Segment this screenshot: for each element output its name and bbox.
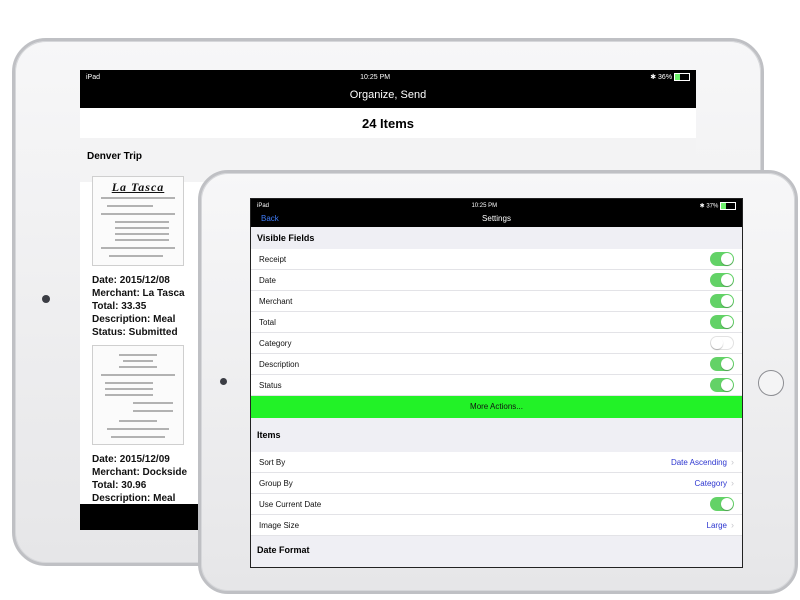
more-actions-button[interactable]: More Actions... xyxy=(251,396,742,418)
front-battery: ✱ 37% xyxy=(700,202,736,210)
front-status-bar xyxy=(251,199,742,213)
use-current-date-toggle[interactable] xyxy=(710,497,734,511)
front-ipad-camera xyxy=(220,378,227,385)
row-merchant xyxy=(251,291,742,312)
status-toggle[interactable] xyxy=(710,378,734,392)
row-date xyxy=(251,270,742,291)
receipt-image[interactable] xyxy=(92,345,184,445)
row-group-by[interactable] xyxy=(251,473,742,494)
back-ipad-camera xyxy=(42,295,50,303)
back-status-bar xyxy=(80,70,696,84)
description-toggle[interactable] xyxy=(710,357,734,371)
row-use-current-date xyxy=(251,494,742,515)
row-label: Status xyxy=(259,380,282,390)
row-label: Date xyxy=(259,275,276,285)
date-format-header: Date Format xyxy=(257,545,310,555)
bluetooth-icon: ✱ xyxy=(650,73,657,81)
settings-list xyxy=(251,227,742,567)
image-size-value: Large xyxy=(706,520,727,530)
receipt-card[interactable] xyxy=(80,176,210,339)
chevron-right-icon: › xyxy=(731,520,734,530)
row-label: Group By xyxy=(259,478,293,488)
row-total xyxy=(251,312,742,333)
row-label: Use Current Date xyxy=(259,499,322,509)
row-label: Merchant xyxy=(259,296,293,306)
battery-icon xyxy=(674,73,690,81)
group-by-value: Category xyxy=(694,478,727,488)
home-button[interactable] xyxy=(758,370,784,396)
merchant-toggle[interactable] xyxy=(710,294,734,308)
row-label: Description xyxy=(259,359,300,369)
receipt-merchant: Merchant: La Tasca xyxy=(92,288,185,299)
front-nav-bar xyxy=(251,213,742,227)
receipt-toggle[interactable] xyxy=(710,252,734,266)
receipt-list[interactable] xyxy=(80,172,210,505)
receipt-image-title: La Tasca xyxy=(111,180,165,194)
row-image-size[interactable] xyxy=(251,515,742,536)
row-category xyxy=(251,333,742,354)
front-carrier: iPad xyxy=(257,203,270,209)
bluetooth-icon: ✱ xyxy=(699,203,705,210)
visible-fields-header: Visible Fields xyxy=(257,233,315,243)
row-label: Receipt xyxy=(259,254,287,264)
receipt-total: Total: 30.96 xyxy=(92,480,147,491)
receipt-details xyxy=(80,274,210,339)
chevron-right-icon: › xyxy=(731,478,734,488)
receipt-card[interactable] xyxy=(80,345,210,505)
receipt-date: Date: 2015/12/09 xyxy=(92,454,170,465)
row-label: Category xyxy=(259,338,292,348)
receipt-description: Description: Meal xyxy=(92,493,176,504)
receipt-description: Description: Meal xyxy=(92,314,176,325)
date-toggle[interactable] xyxy=(710,273,734,287)
row-label: Sort By xyxy=(259,457,286,467)
total-toggle[interactable] xyxy=(710,315,734,329)
back-time: 10:25 PM xyxy=(360,73,391,81)
category-toggle[interactable] xyxy=(710,336,734,350)
receipt-merchant: Merchant: Dockside xyxy=(92,467,188,478)
back-button[interactable]: Back xyxy=(261,214,279,223)
front-time: 10:25 PM xyxy=(471,203,498,209)
back-nav-bar xyxy=(80,84,696,108)
row-status xyxy=(251,375,742,396)
settings-title: Settings xyxy=(482,214,511,223)
front-ipad-screen xyxy=(250,198,743,568)
receipt-date: Date: 2015/12/08 xyxy=(92,275,170,286)
item-count: 24 Items xyxy=(361,116,415,131)
chevron-right-icon: › xyxy=(731,457,734,467)
back-battery: ✱ 36% xyxy=(650,73,690,81)
row-sort-by[interactable] xyxy=(251,452,742,473)
receipt-status: Status: Submitted xyxy=(92,327,178,338)
row-label: Total xyxy=(259,317,276,327)
sort-by-value: Date Ascending xyxy=(670,457,727,467)
receipt-image[interactable] xyxy=(92,176,184,266)
items-header: Items xyxy=(257,430,281,440)
row-receipt xyxy=(251,249,742,270)
battery-icon xyxy=(720,202,736,210)
receipt-total: Total: 33.35 xyxy=(92,301,147,312)
row-label: Image Size xyxy=(259,520,300,530)
receipt-details xyxy=(80,453,210,505)
back-carrier: iPad xyxy=(86,73,101,81)
row-description xyxy=(251,354,742,375)
group-header[interactable]: Denver Trip xyxy=(80,138,696,182)
back-nav-title: Organize, Send xyxy=(349,89,427,101)
